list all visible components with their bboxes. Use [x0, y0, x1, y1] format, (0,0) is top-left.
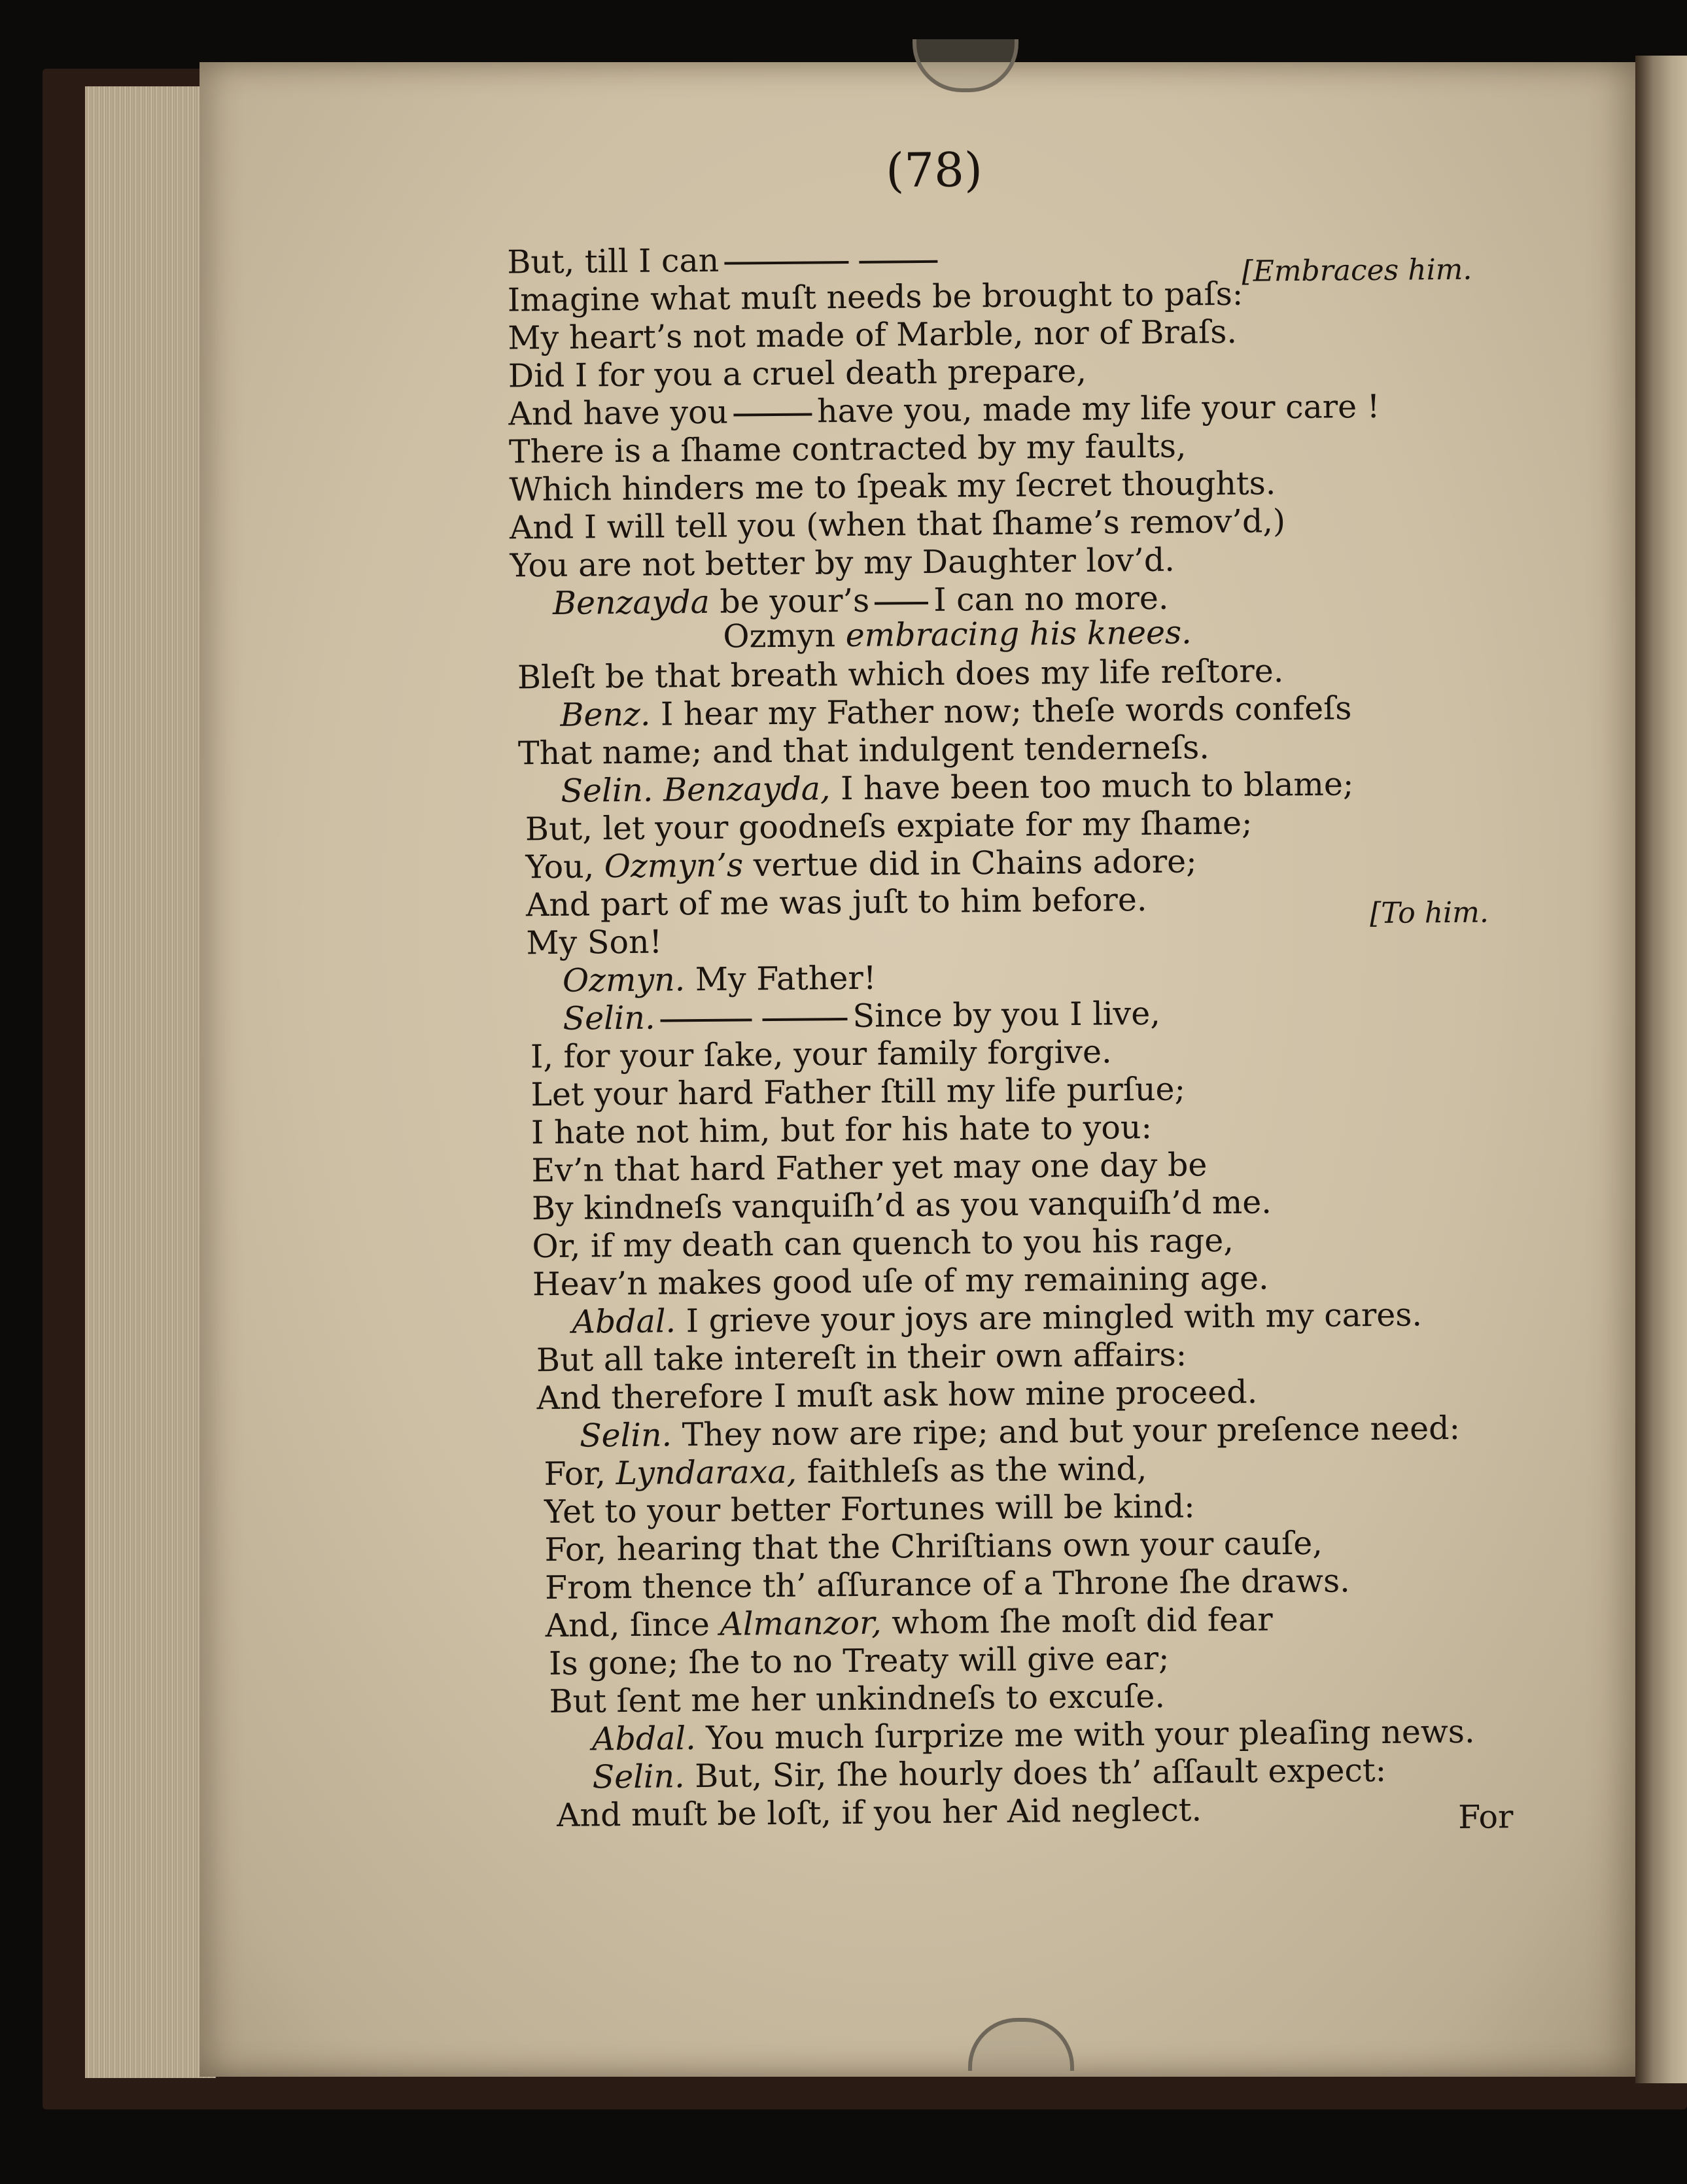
verse-line: You, Ozmyn’s vertue did in Chains adore; [525, 842, 1197, 886]
speech-line: Benz. I hear my Father now; theſe words confeſs [560, 689, 1352, 734]
verse-line: Is gone; ſhe to no Treaty will give ear; [548, 1639, 1170, 1683]
speech-line: Selin. They now are ripe; and but your preſence need: [579, 1409, 1461, 1455]
verse-line: But ſent me her unkindneſs to excuſe. [549, 1677, 1166, 1721]
verse-line: That name; and that indulgent tenderneſs. [517, 729, 1210, 772]
speech-line: Abdal. You much ſurprize me with your pleaſing news. [591, 1712, 1475, 1758]
speaker-name: Selin. [579, 1416, 672, 1455]
verse-line: And muſt be loſt, if you her Aid neglect. [556, 1791, 1202, 1834]
speech-line: Selin. Since by you I live, [563, 994, 1161, 1037]
page-number: (78) [885, 142, 983, 198]
verse-line: And part of me was juſt to him before. [525, 881, 1147, 924]
stage-direction: [Embraces him. [1242, 252, 1472, 288]
speech-line: Selin. But, Sir, ſhe hourly does th’ aſſault expect: [592, 1751, 1387, 1796]
speaker-name: Ozmyn. [562, 961, 686, 999]
verse-line: For, hearing that the Chriſtians own your cauſe, [544, 1524, 1323, 1569]
speaker-name: Abdal. [591, 1720, 696, 1758]
catchword: For [1457, 1798, 1514, 1836]
speaker-name: Selin. [563, 999, 655, 1037]
verse-line: My Son! [526, 923, 663, 962]
speech-line: Abdal. I grieve your joys are mingled with my cares. [572, 1296, 1423, 1341]
verse-line: And have you have you, made my life your care ! [508, 387, 1380, 433]
stage-direction: Ozmyn embracing his knees. [723, 614, 1192, 655]
verse-line: Bleſt be that breath which does my life reſtore. [517, 652, 1284, 697]
verse-line: And I will tell you (when that ſhame’s remov’d,) [509, 502, 1286, 547]
verse-line: And therefore I muſt ask how mine proceed. [536, 1373, 1258, 1417]
speaker-name: Selin. [592, 1758, 685, 1796]
verse-line: But, let your goodneſs expiate for my ſhame; [525, 804, 1253, 848]
speaker-name: Abdal. [572, 1302, 676, 1341]
verse-line: By kindneſs vanquiſh’d as you vanquiſh’d me. [531, 1183, 1272, 1228]
verse-line: From thence th’ aſſurance of a Throne ſhe draws. [544, 1562, 1350, 1607]
speaker-name: Benz. [560, 695, 651, 734]
verse-line: But all take intereſt in their own affairs: [536, 1336, 1187, 1379]
verse-line: There is a ſhame contracted by my faults, [508, 427, 1187, 471]
verse-line: Or, if my death can quench to you his rage, [532, 1221, 1234, 1266]
verse-line: Let your hard Father ſtill my life purſue; [530, 1070, 1186, 1114]
verse-line: Did I for you a cruel death prepare, [508, 352, 1087, 395]
verse-line: Yet to your better Fortunes will be kind: [544, 1487, 1195, 1531]
verse-line: But, till I can [507, 240, 943, 282]
speech-line: Selin. Benzayda, I have been too much to blame; [561, 765, 1354, 810]
speech-line: Ozmyn. My Father! [562, 959, 877, 999]
verse-line: Ev’n that hard Father yet may one day be [531, 1146, 1208, 1190]
speech-line: Benzayda be your’s I can no more. [552, 579, 1169, 622]
verse-line: Heav’n makes good uſe of my remaining age. [532, 1259, 1269, 1304]
verse-line: You are not better by my Daughter lov’d. [510, 541, 1175, 585]
verse-line: And, ſince Almanzor, whom ſhe moſt did fear [545, 1601, 1273, 1645]
stage-direction: [To him. [1369, 895, 1489, 931]
verse-line: I hate not him, but for his hate to you: [530, 1108, 1153, 1152]
verse-line: Which hinders me to ſpeak my ſecret thoughts. [509, 464, 1276, 509]
speaker-name: Selin. [561, 771, 653, 810]
verse-line: I, for your ſake, your family forgive. [530, 1033, 1112, 1076]
verse-line: My heart’s not made of Marble, nor of Braſs. [508, 313, 1238, 357]
speaker-name: Benzayda [552, 583, 710, 622]
verse-line: Imagine what muſt needs be brought to paſs: [507, 275, 1244, 319]
verse-line: For, Lyndaraxa, faithleſs as the wind, [544, 1450, 1147, 1493]
